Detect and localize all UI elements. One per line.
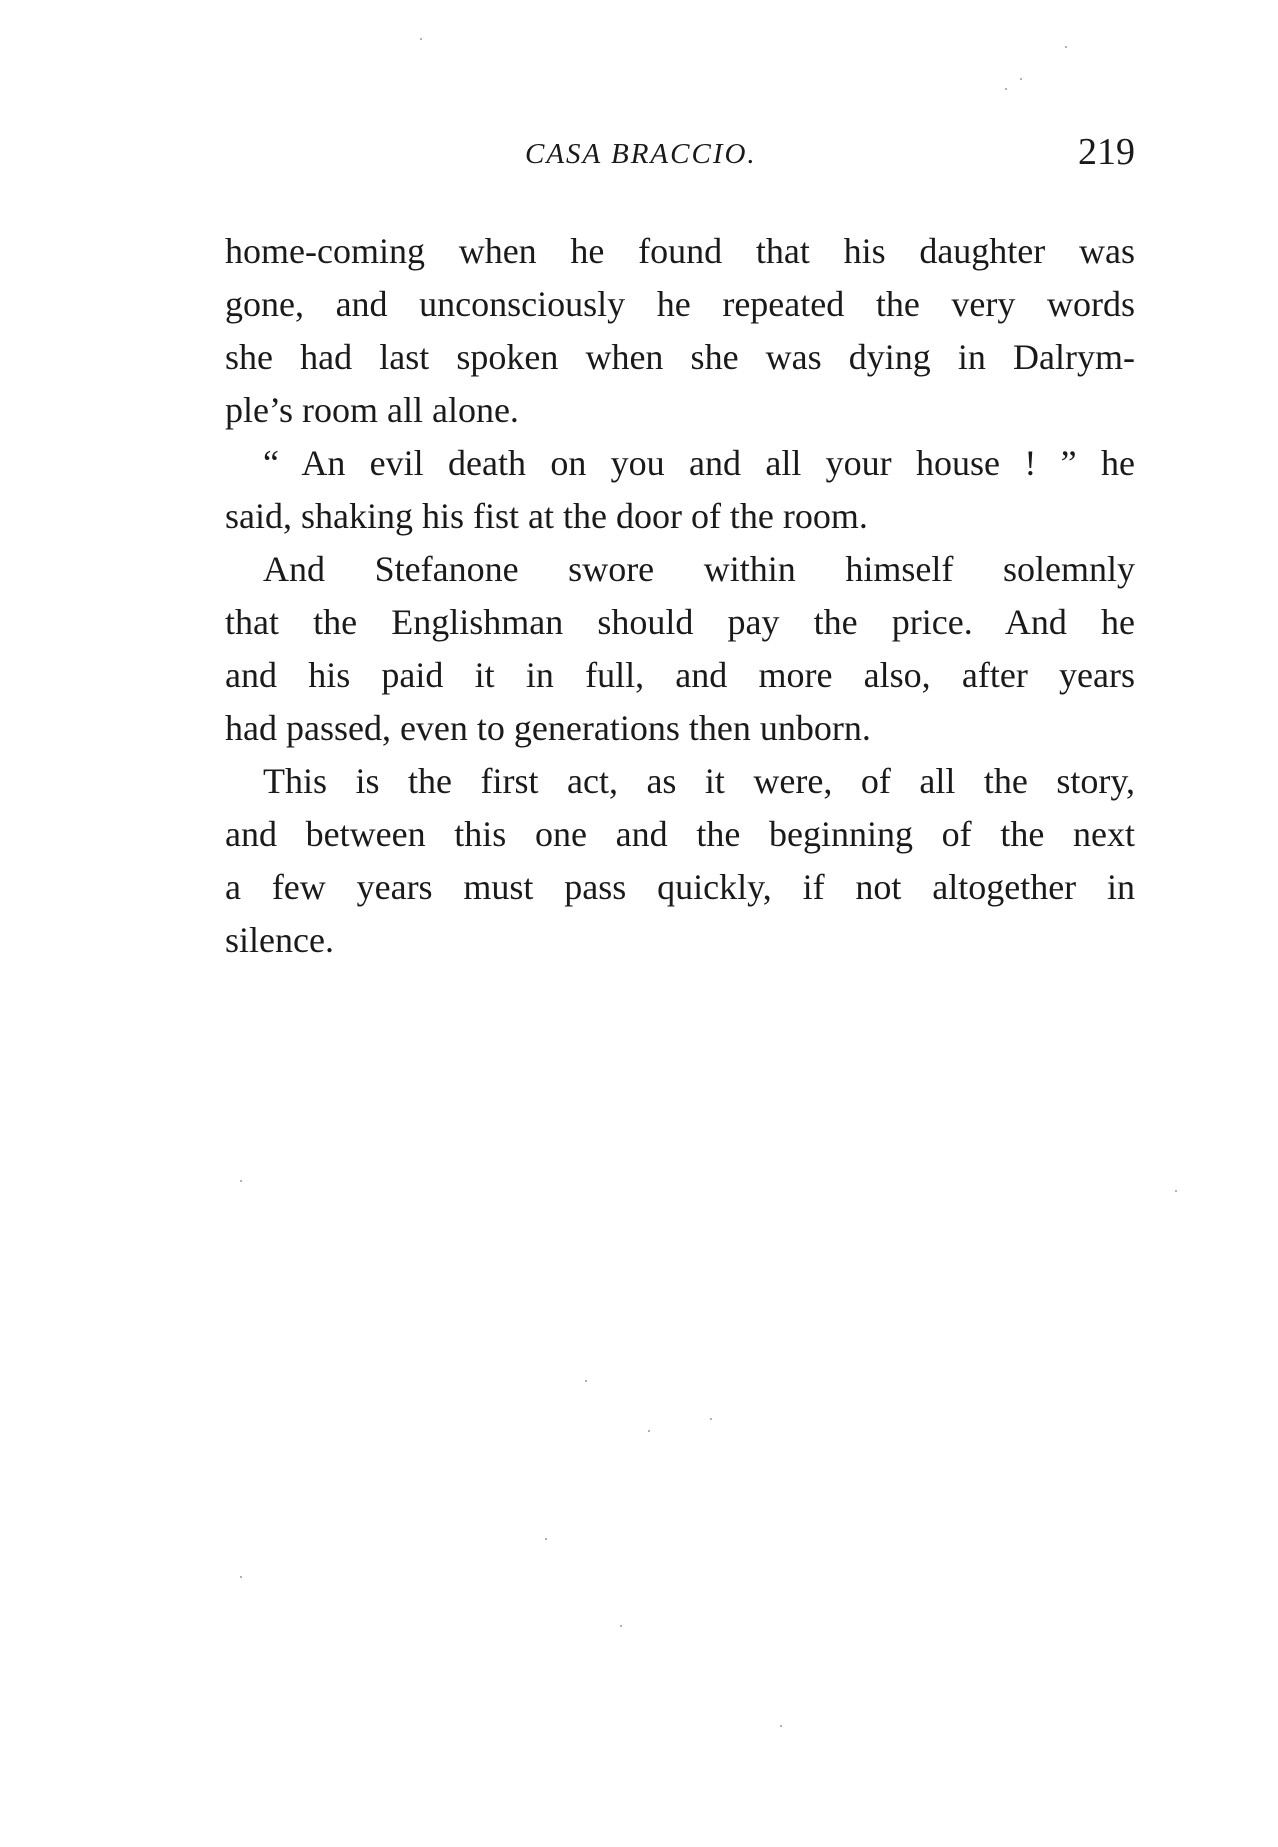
text-line: silence.	[225, 920, 334, 960]
text-line: a few years must pass quickly, if not altogether in	[225, 867, 1135, 907]
running-title: CASA BRACCIO.	[525, 138, 757, 170]
text-line: ple’s room all alone.	[225, 390, 519, 430]
scan-speck	[240, 1576, 242, 1578]
scan-speck	[545, 1538, 547, 1540]
scan-speck	[710, 1418, 712, 1420]
paragraph-4	[225, 755, 1135, 808]
paragraph-3	[225, 543, 1135, 596]
scan-speck	[240, 1180, 242, 1182]
paragraph-2-end	[225, 490, 1135, 543]
paragraph-2	[225, 437, 1135, 490]
paragraph-1-end	[225, 384, 1135, 437]
page-number: 219	[1078, 131, 1135, 173]
text-line: she had last spoken when she was dying in Dalrym-	[225, 337, 1135, 377]
paragraph-1	[225, 225, 1135, 384]
paragraph-3-end	[225, 702, 1135, 755]
text-line: gone, and unconsciously he repeated the very words	[225, 284, 1135, 324]
text-line: and his paid it in full, and more also, after years	[225, 655, 1135, 695]
text-line: “ An evil death on you and all your house ! ” he	[263, 443, 1135, 483]
scan-speck	[648, 1430, 650, 1432]
text-line: home-coming when he found that his daughter was	[225, 231, 1135, 271]
text-line: said, shaking his fist at the door of the room.	[225, 496, 868, 536]
scan-speck	[1065, 46, 1067, 48]
text-line: had passed, even to generations then unborn.	[225, 708, 871, 748]
text-line: And Stefanone swore within himself solemnly	[263, 549, 1135, 589]
scan-speck	[1020, 78, 1022, 80]
scan-speck	[1005, 88, 1007, 90]
paragraph-3-body	[225, 596, 1135, 702]
scan-speck	[780, 1725, 782, 1727]
paragraph-4-body	[225, 808, 1135, 914]
running-head	[225, 130, 1135, 180]
text-line: and between this one and the beginning of the next	[225, 814, 1135, 854]
scan-speck	[420, 38, 422, 40]
scan-speck	[1175, 1190, 1177, 1192]
paragraph-4-end	[225, 914, 1135, 967]
text-line: that the Englishman should pay the price. And he	[225, 602, 1135, 642]
body-text	[225, 225, 1135, 967]
text-line: This is the first act, as it were, of all the story,	[263, 761, 1135, 801]
scan-speck	[585, 1380, 587, 1382]
scan-speck	[620, 1625, 622, 1627]
